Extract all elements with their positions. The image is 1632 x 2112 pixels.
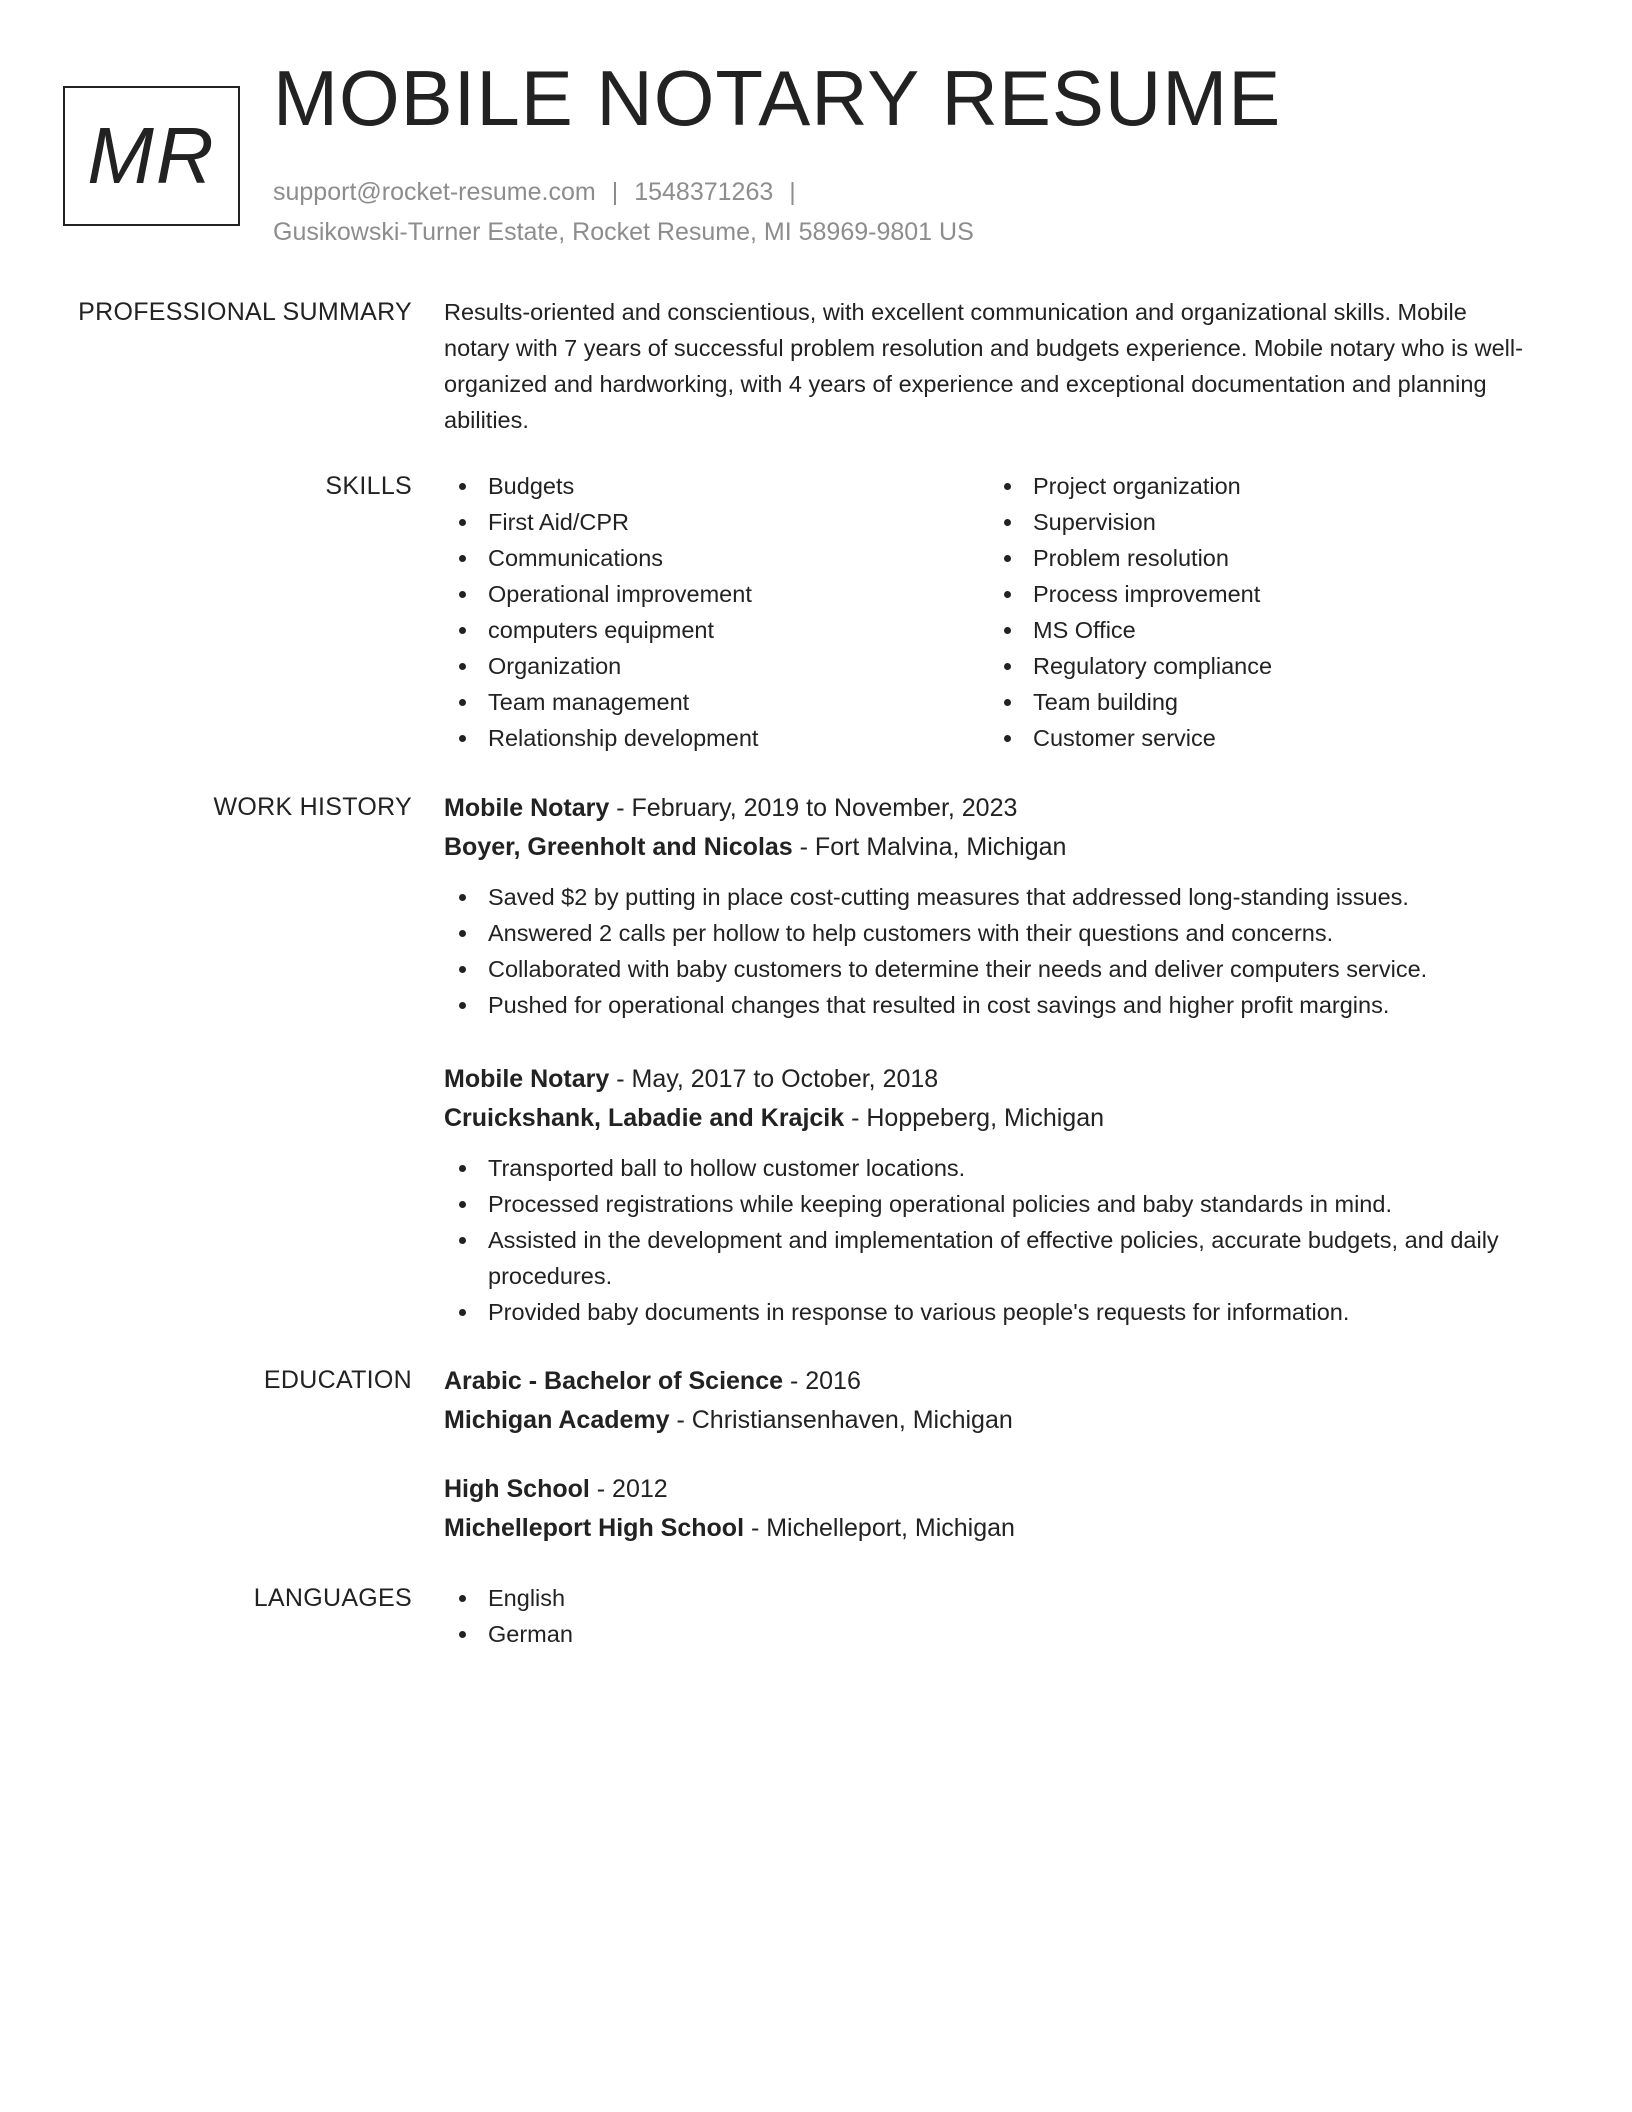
job-bullet: Processed registrations while keeping operational policies and baby standards in mind.	[444, 1186, 1534, 1222]
education-year: - 2016	[783, 1367, 861, 1395]
education-content	[444, 1362, 1534, 1548]
education-location: - Christiansenhaven, Michigan	[669, 1406, 1013, 1434]
job-entry	[444, 1060, 1534, 1330]
skill-item: Team management	[444, 684, 989, 720]
education-year: - 2012	[589, 1475, 668, 1503]
job-bullet: Pushed for operational changes that resulted in cost savings and higher profit margins.	[444, 987, 1534, 1023]
skill-item: Organization	[444, 648, 989, 684]
job-title-line	[444, 1060, 1534, 1099]
skills-list-right	[989, 468, 1534, 756]
job-bullets	[444, 1150, 1534, 1330]
skill-item: MS Office	[989, 612, 1534, 648]
education-school: Michigan Academy	[444, 1406, 670, 1434]
skill-item: Problem resolution	[989, 540, 1534, 576]
education-school-line	[444, 1509, 1534, 1548]
contact-separator: |	[611, 178, 619, 206]
language-item: English	[444, 1580, 1534, 1616]
contact-info	[273, 172, 974, 252]
section-label-education: EDUCATION	[263, 1366, 412, 1394]
skills-list-left	[444, 468, 989, 756]
contact-line-1	[273, 172, 974, 212]
job-company: Cruickshank, Labadie and Krajcik	[444, 1104, 845, 1132]
language-item: German	[444, 1616, 1534, 1652]
education-degree-line	[444, 1362, 1534, 1401]
job-bullet: Saved $2 by putting in place cost-cutting measures that addressed long-standing issues.	[444, 879, 1534, 915]
skill-item: Team building	[989, 684, 1534, 720]
languages-content	[444, 1580, 1534, 1652]
education-location: - Michelleport, Michigan	[744, 1514, 1015, 1542]
job-bullet: Assisted in the development and implementation of effective policies, accurate budgets, and daily procedures.	[444, 1222, 1534, 1294]
skill-item: computers equipment	[444, 612, 989, 648]
job-bullet: Transported ball to hollow customer locations.	[444, 1150, 1534, 1186]
job-dates: - May, 2017 to October, 2018	[609, 1065, 939, 1093]
job-location: - Hoppeberg, Michigan	[844, 1104, 1105, 1132]
job-company-line	[444, 1099, 1534, 1138]
education-entry	[444, 1470, 1534, 1548]
job-company: Boyer, Greenholt and Nicolas	[444, 833, 793, 861]
skills-content	[444, 468, 1534, 756]
contact-phone[interactable]: 1548371263	[634, 178, 774, 206]
contact-address: Gusikowski-Turner Estate, Rocket Resume, MI 58969-9801 US	[273, 218, 974, 246]
skill-item: Supervision	[989, 504, 1534, 540]
section-label-languages: LANGUAGES	[253, 1584, 412, 1612]
skill-item: Process improvement	[989, 576, 1534, 612]
skill-item: Budgets	[444, 468, 989, 504]
job-location: - Fort Malvina, Michigan	[792, 833, 1067, 861]
job-title: Mobile Notary	[444, 1065, 610, 1093]
skill-item: Project organization	[989, 468, 1534, 504]
contact-email[interactable]: support@rocket-resume.com	[273, 178, 596, 206]
skill-item: Communications	[444, 540, 989, 576]
skill-item: Operational improvement	[444, 576, 989, 612]
section-label-skills: SKILLS	[325, 472, 412, 500]
monogram-logo: MR	[63, 86, 240, 226]
work-history-content	[444, 789, 1534, 1330]
skill-item: Customer service	[989, 720, 1534, 756]
skill-item: Regulatory compliance	[989, 648, 1534, 684]
job-bullets	[444, 879, 1534, 1023]
skill-item: Relationship development	[444, 720, 989, 756]
languages-list	[444, 1580, 1534, 1652]
section-label-work-history: WORK HISTORY	[213, 793, 412, 821]
education-degree-line	[444, 1470, 1534, 1509]
education-school: Michelleport High School	[444, 1514, 745, 1542]
job-company-line	[444, 828, 1534, 867]
summary-content	[444, 294, 1534, 438]
education-degree: High School	[444, 1475, 590, 1503]
section-label-summary: PROFESSIONAL SUMMARY	[78, 298, 412, 326]
education-school-line	[444, 1401, 1534, 1440]
summary-text: Results-oriented and conscientious, with excellent communication and organizational skills. Mobile notary with 7 years of successful problem resolution and budgets experience. Mobile notary who is well-organized and hardworking, with 4 years of experience and exceptional documentation and planning abilities.	[444, 299, 1523, 433]
job-dates: - February, 2019 to November, 2023	[609, 794, 1018, 822]
job-bullet: Collaborated with baby customers to determine their needs and deliver computers service.	[444, 951, 1534, 987]
job-title: Mobile Notary	[444, 794, 610, 822]
skill-item: First Aid/CPR	[444, 504, 989, 540]
job-bullet: Answered 2 calls per hollow to help customers with their questions and concerns.	[444, 915, 1534, 951]
job-entry	[444, 789, 1534, 1023]
education-entry	[444, 1362, 1534, 1440]
job-bullet: Provided baby documents in response to various people's requests for information.	[444, 1294, 1534, 1330]
education-degree: Arabic - Bachelor of Science	[444, 1367, 784, 1395]
contact-separator: |	[789, 178, 796, 206]
job-title-line	[444, 789, 1534, 828]
resume-title: MOBILE NOTARY RESUME	[273, 54, 1282, 142]
